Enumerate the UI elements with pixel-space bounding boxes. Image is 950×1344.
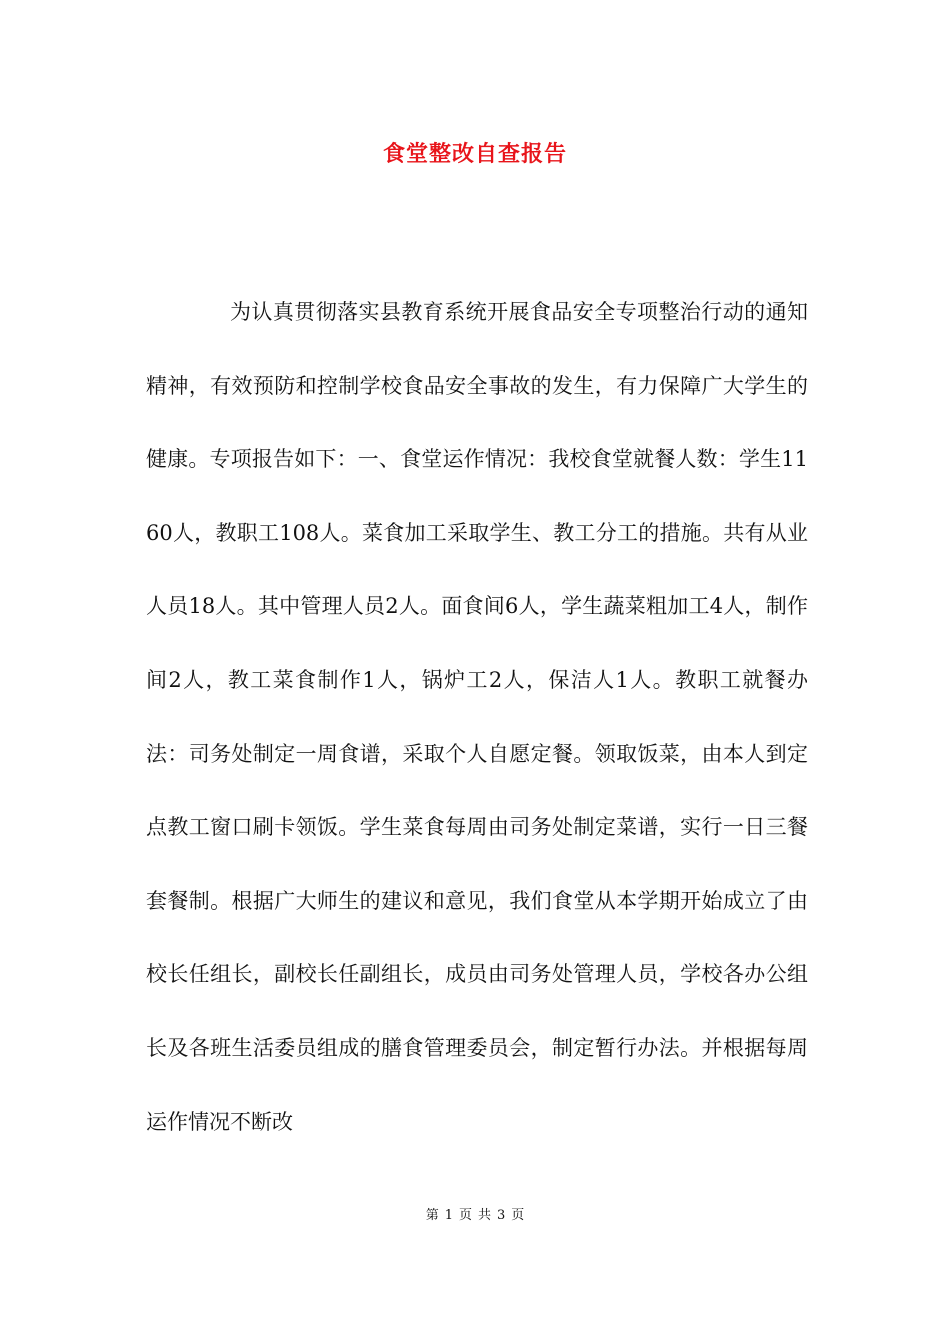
document-title: 食堂整改自查报告: [382, 141, 567, 167]
current-page-number: 1: [444, 1208, 453, 1223]
total-label-prefix: 共: [478, 1208, 492, 1223]
total-page-number: 3: [497, 1208, 506, 1223]
document-body-paragraph: 为认真贯彻落实县教育系统开展食品安全专项整治行动的通知精神，有效预防和控制学校食品安全事故的发生，有力保障广大学生的健康。专项报告如下：一、食堂运作情况：我校食堂就餐人数：学生1160人，教职工108人。菜食加工采取学生、教工分工的措施。共有从业人员18人。其中管理人员2人。面食间6人，学生蔬菜粗加工4人，制作间2人，教工菜食制作1人，锅炉工2人，保洁人1人。教职工就餐办法：司务处制定一周食谱，采取个人自愿定餐。领取饭菜，由本人到定点教工窗口刷卡领饭。学生菜食每周由司务处制定菜谱，实行一日三餐套餐制。根据广大师生的建议和意见，我们食堂从本学期开始成立了由校长任组长，副校长任副组长，成员由司务处管理人员，学校各办公组长及各班生活委员组成的膳食管理委员会，制定暂行办法。并根据每周运作情况不断改: [146, 300, 808, 1134]
page-footer: [0, 1206, 950, 1226]
total-label-suffix: 页: [511, 1208, 525, 1223]
page-label-prefix: 第: [425, 1208, 439, 1223]
page-label-unit: 页: [458, 1208, 472, 1223]
